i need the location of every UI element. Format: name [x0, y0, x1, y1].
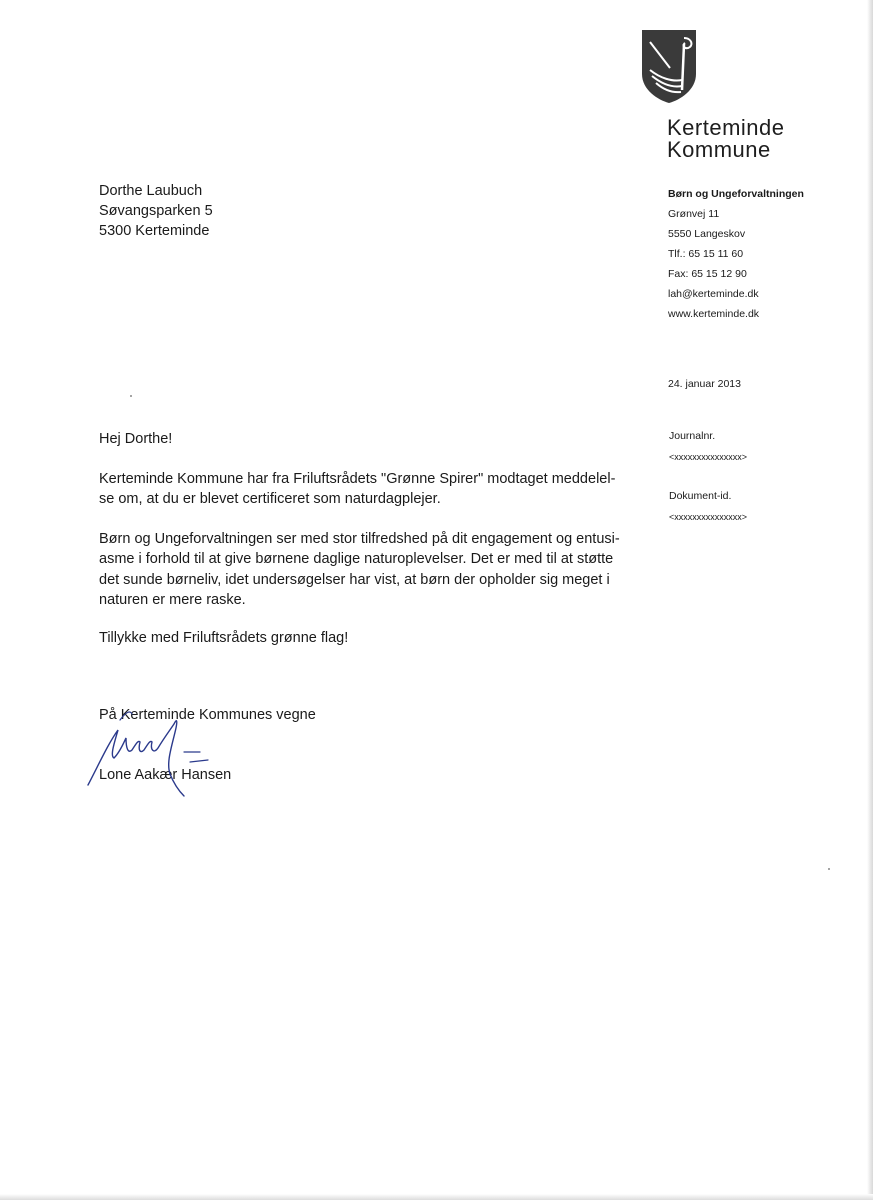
sender-website: www.kerteminde.dk: [668, 308, 760, 320]
journal-value: <xxxxxxxxxxxxxxx>: [669, 452, 748, 462]
municipality-name-line1: Kerteminde: [667, 115, 785, 140]
paragraph-line: Børn og Ungeforvaltningen ser med stor tilfredshed på dit engagement og entusi-: [99, 531, 620, 547]
recipient-name: Dorthe Laubuch: [99, 183, 203, 199]
journal-reference: [669, 426, 747, 468]
letter-paragraph-3: Tillykke med Friluftsrådets grønne flag!: [99, 630, 349, 646]
municipality-name-line2: Kommune: [667, 137, 771, 162]
scan-edge: [0, 1194, 873, 1200]
letter-paragraph-1: [99, 469, 619, 510]
paragraph-line: Kerteminde Kommune har fra Friluftsrådets "Grønne Spirer" modtaget meddelel-: [99, 471, 616, 487]
document-reference: [669, 486, 747, 528]
sender-department: Børn og Ungeforvaltningen: [668, 188, 804, 200]
handwritten-signature: [78, 700, 228, 800]
letter-paragraph-2: [99, 529, 619, 611]
letter-greeting: Hej Dorthe!: [99, 431, 173, 447]
letter-closing: På Kerteminde Kommunes vegne: [99, 707, 316, 723]
scan-edge: [867, 0, 873, 1200]
sender-phone: Tlf.: 65 15 11 60: [668, 248, 744, 260]
recipient-address: [99, 181, 213, 241]
recipient-street: Søvangsparken 5: [99, 203, 213, 219]
paragraph-line: se om, at du er blevet certificeret som naturdagplejer.: [99, 491, 441, 508]
letter-date: 24. januar 2013: [668, 378, 741, 390]
document-value: <xxxxxxxxxxxxxxx>: [669, 512, 748, 522]
sender-street: Grønvej 11: [668, 208, 720, 220]
municipality-name: [667, 117, 785, 161]
paragraph-line: naturen er mere raske.: [99, 592, 246, 609]
sender-fax: Fax: 65 15 12 90: [668, 268, 747, 280]
sender-contact-block: [668, 184, 804, 324]
journal-label: Journalnr.: [669, 430, 716, 442]
viking-ship-shield-icon: [640, 28, 698, 104]
sender-postal: 5550 Langeskov: [668, 228, 746, 240]
document-label: Dokument-id.: [669, 490, 732, 502]
sender-email: lah@kerteminde.dk: [668, 288, 759, 300]
scan-speck: [130, 395, 132, 397]
signer-name: Lone Aakær Hansen: [99, 767, 232, 783]
paragraph-line: asme i forhold til at give børnene daglige naturoplevelser. Det er med til at støtte: [99, 551, 614, 568]
scan-speck: [828, 868, 830, 870]
paragraph-line: det sunde børneliv, idet undersøgelser har vist, at børn der opholder sig meget i: [99, 571, 610, 588]
recipient-city: 5300 Kerteminde: [99, 223, 210, 239]
